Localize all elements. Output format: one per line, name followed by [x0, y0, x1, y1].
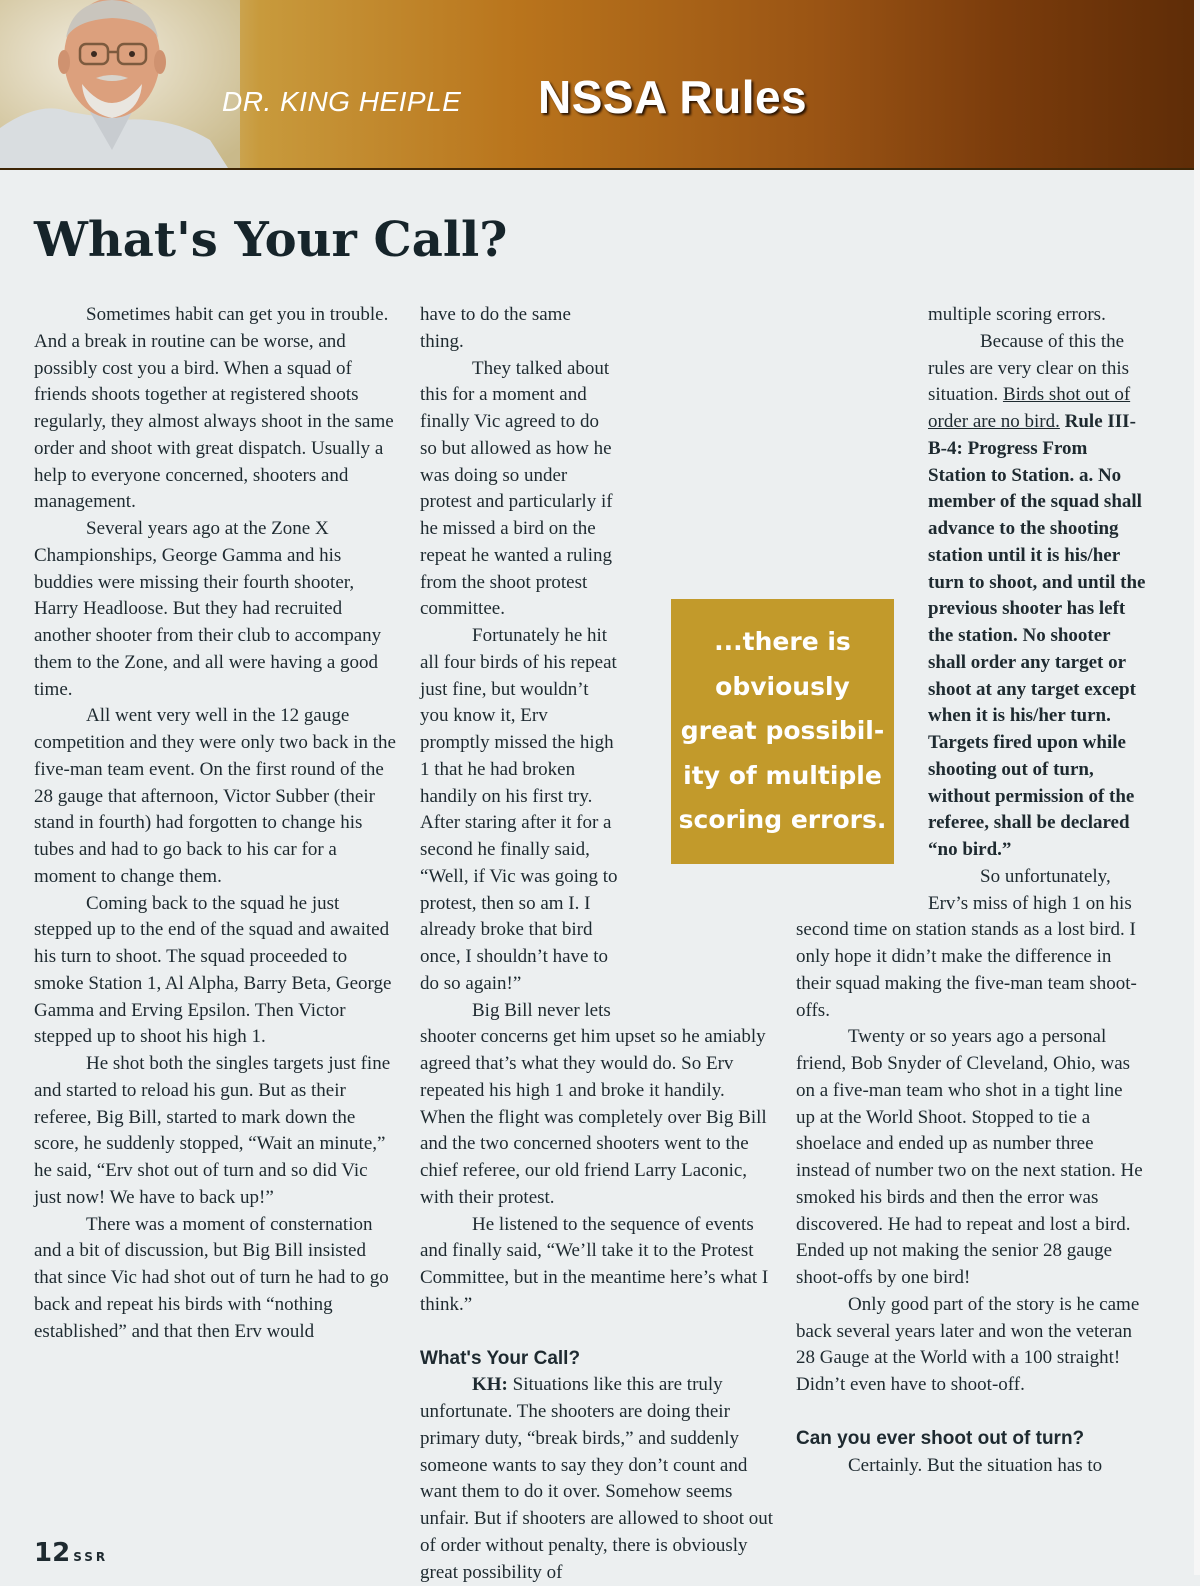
- kh-label: KH:: [472, 1374, 508, 1396]
- pull-quote-line: ...there is: [714, 627, 851, 656]
- paragraph: Only good part of the story is he came back several years later and won the veteran 28 Gauge at the World with a 100 straight! Didn’t even have to shoot-off.: [796, 1293, 1140, 1395]
- paragraph: He shot both the singles targets just fine and started to reload his gun. But as their referee, Big Bill, started to mark down the score, he suddenly stopped, “Wait an minute,” he said, “Erv shot out of turn and so did Vic just now! We have to back up!”: [34, 1053, 391, 1208]
- paragraph: There was a moment of consternation and a bit of discussion, but Big Bill insisted that since Vic had shot out of turn he had to go back and repeat his birds with “nothing established” and that then Erv would: [34, 1213, 389, 1342]
- paragraph: have to do the same thing.: [420, 304, 571, 352]
- subhead: What's Your Call?: [420, 1347, 581, 1369]
- paragraph: Coming back to the squad he just stepped up to the end of the squad and awaited his turn to shoot. The squad proceeded to smoke Station 1, Al Alpha, Barry Beta, George Gamma and Erving Epsilon. Then Victor stepped up to shoot his high 1.: [34, 892, 392, 1048]
- paragraph: All went very well in the 12 gauge competition and they were only two back in the five-man team event. On the first round of the 28 gauge that afternoon, Victor Subber (their stand in fourth) had forgotten to change his tubes and had to go back to his car for a moment to change them.: [34, 705, 396, 887]
- column-title: NSSA Rules: [538, 71, 808, 123]
- pull-quote-line: great possibil-: [680, 716, 885, 745]
- article-headline: What's Your Call?: [34, 212, 508, 268]
- article-column-2: [420, 302, 774, 1586]
- pull-quote-line: scoring errors.: [678, 805, 887, 834]
- subhead: Can you ever shoot out of turn?: [796, 1427, 1085, 1449]
- paragraph: multiple scoring errors.: [928, 304, 1106, 325]
- underlined-rule-text: Birds shot out of order are no bird.: [928, 384, 1131, 432]
- header-banner: [0, 0, 1200, 170]
- paragraph: Certainly. But the situation has to: [848, 1454, 1103, 1476]
- magazine-name: SSR: [73, 1550, 109, 1564]
- page-footer: [34, 1538, 108, 1568]
- pull-quote-line: ity of multiple: [683, 760, 882, 790]
- article-column-1: [34, 302, 396, 1345]
- author-name: DR. KING HEIPLE: [222, 86, 462, 117]
- paragraph: Big Bill never lets shooter concerns get him upset so he amiably agreed that’s what they would do. So Erv repeated his high 1 and broke it handily. When the flight was completely over Big Bill and the two concerned shooters went to the chief referee, our old friend Larry Laconic, with their protest.: [420, 999, 767, 1208]
- page-edge: [1194, 0, 1200, 1575]
- paragraph-text: Because of this the rules are very clear on this situation.: [928, 330, 1129, 406]
- paragraph: He listened to the sequence of events and finally said, “We’ll take it to the Protest Committee, but in the meantime here’s what I think.”: [420, 1213, 769, 1315]
- paragraph: Twenty or so years ago a personal friend, Bob Snyder of Cleveland, Ohio, was on a five-man team who shot in a tight line up at the World Shoot. Stopped to tie a shoelace and ended up as number three instead of number two on the next station. He smoked his birds and then the error was discovered. He had to repeat and lost a bird. Ended up not making the senior 28 gauge shoot-offs by one bird!: [796, 1026, 1143, 1288]
- page-number: 12: [34, 1538, 71, 1568]
- pull-quote-line: obviously: [715, 671, 850, 701]
- author-photo: [0, 0, 240, 168]
- pull-quote: [671, 599, 894, 864]
- paragraph: [420, 1372, 774, 1586]
- rule-quote: Rule III-B-4: Progress From Station to Station. a. No member of the squad shall advance to the shooting station until it is his/her turn to shoot, and until the previous shooter has left the station. No shooter shall order any target or shoot at any target except when it is his/her turn. Targets fired upon while shooting out of turn, without permission of the referee, shall be declared “no bird.”: [928, 411, 1146, 860]
- article-column-3: [796, 302, 1146, 1479]
- paragraph: Sometimes habit can get you in trouble. And a break in routine can be worse, and possibly cost you a bird. When a squad of friends shoots together at registered shoots regularly, they almost always shoot in the same order and shoot with great dispatch. Usually a help to everyone concerned, shooters and management.: [34, 304, 394, 513]
- paragraph: Several years ago at the Zone X Championships, George Gamma and his buddies were missing their fourth shooter, Harry Headloose. But they had recruited another shooter from their club to accompany them to the Zone, and all were having a good time.: [34, 518, 382, 700]
- paragraph: So unfortunately, Erv’s miss of high 1 on his second time on station stands as a lost bird. I only hope it didn’t make the difference in their squad making the five-man team shoot-offs.: [796, 865, 1137, 1021]
- paragraph: Fortunately he hit all four birds of his repeat just fine, but wouldn’t you know it, Erv promptly missed the high 1 that he had broken handily on his first try. After staring after it for a second he finally said, “Well, if Vic was going to protest, then so am I. I already broke that bird once, I shouldn’t have to do so again!”: [420, 625, 618, 994]
- paragraph: They talked about this for a moment and finally Vic agreed to do so but allowed as how he was doing so under protest and particularly if he missed a bird on the repeat he wanted a ruling from the shoot protest committee.: [420, 357, 613, 620]
- paragraph-text: Situations like this are truly unfortunate. The shooters are doing their primary duty, “break birds,” and suddenly someone wants to say they don’t count and want them to do it over. Somehow seems unfair. But if shooters are allowed to shoot out of order without penalty, there is obviously great possibility of: [420, 1374, 774, 1583]
